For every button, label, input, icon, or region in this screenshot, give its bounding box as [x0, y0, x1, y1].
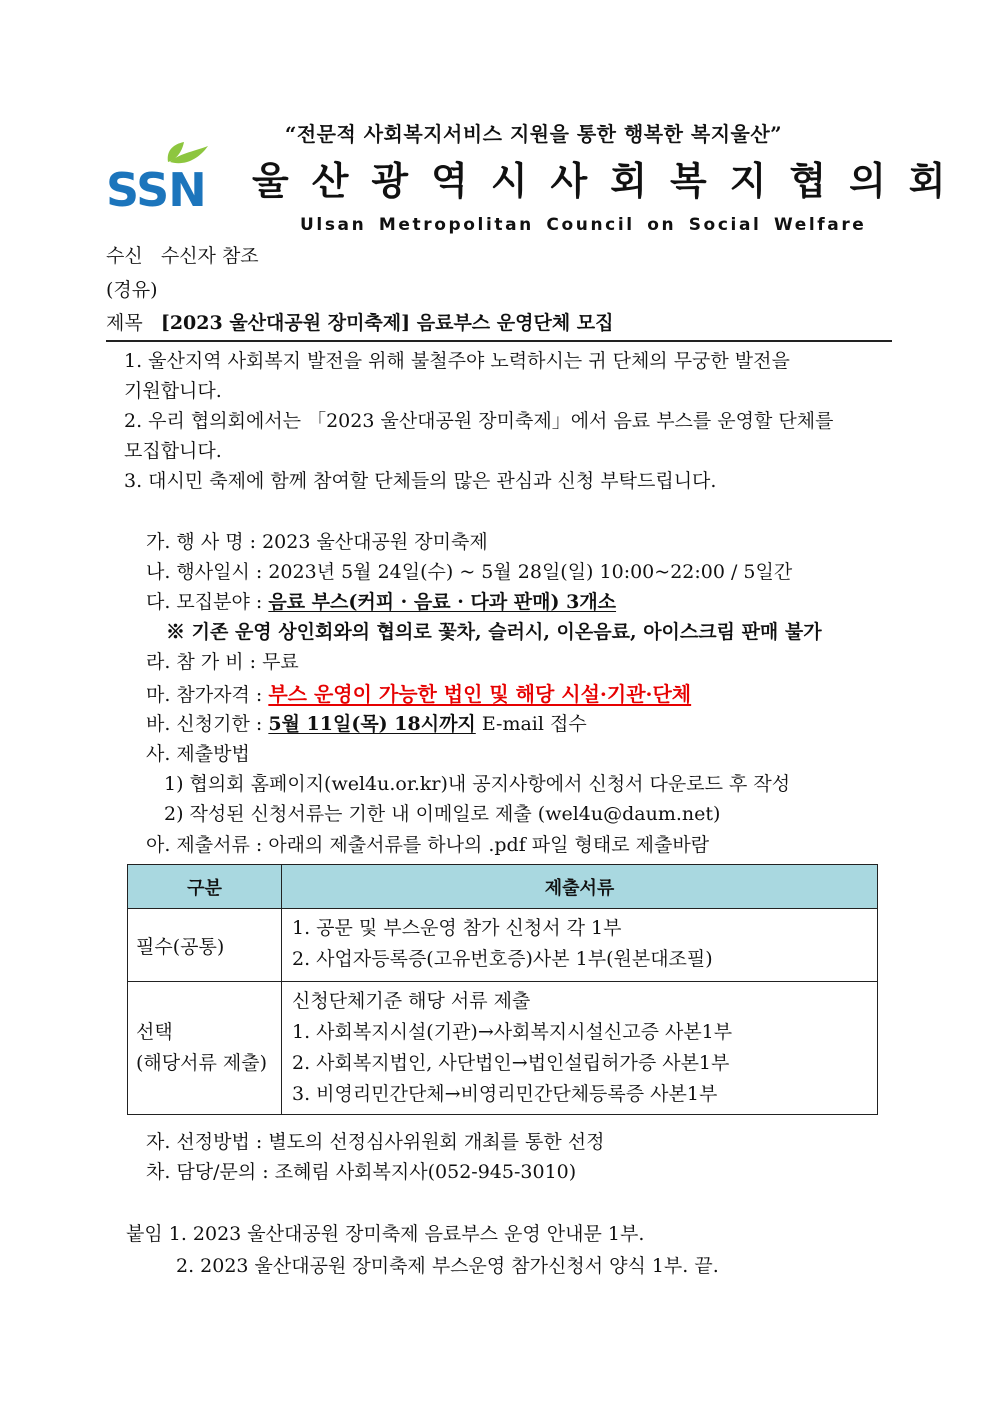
detail-recruit-field-label: 다. 모집분야 : [146, 591, 269, 613]
subject-divider [106, 340, 892, 342]
subject-row [106, 308, 614, 335]
table-cell-category [128, 982, 282, 1115]
list-item: 신청단체기준 해당 서류 제출 [292, 990, 531, 1012]
detail-deadline-label: 바. 신청기한 : [146, 713, 269, 735]
paragraph-3: 3. 대시민 축제에 함께 참여할 단체들의 많은 관심과 신청 부탁드립니다. [124, 470, 717, 492]
ssn-logo-icon [106, 140, 216, 212]
table-header-row [128, 865, 878, 909]
recipient-label: 수신 [106, 245, 143, 267]
table-row [128, 909, 878, 982]
detail-fee [146, 647, 299, 674]
detail-deadline-suffix: E-mail 접수 [475, 713, 587, 735]
paragraph-2-line-1: 2. 우리 협의회에서는 「2023 울산대공원 장미축제」에서 음료 부스를 운영할 단체를 [124, 410, 834, 432]
ssn-logo [106, 140, 216, 212]
list-item: 3. 비영리민간단체→비영리민간단체등록증 사본1부 [292, 1083, 718, 1105]
list-item: 2. 사업자등록증(고유번호증)사본 1부(원본대조필) [292, 948, 713, 970]
logo-text: SSN [106, 163, 206, 212]
detail-contact: 차. 담당/문의 : 조혜림 사회복지사(052-945-3010) [146, 1161, 577, 1183]
detail-eligibility-label: 마. 참가자격 : [146, 684, 269, 706]
table-header-documents: 제출서류 [282, 865, 878, 909]
via-label: (경유) [106, 279, 158, 301]
detail-eligibility [146, 678, 691, 707]
detail-eligibility-value: 부스 운영이 가능한 법인 및 해당 시설·기관·단체 [268, 682, 692, 706]
paragraph-1-line-2: 기원합니다. [124, 380, 222, 402]
table-cell-category: 필수(공통) [128, 909, 282, 982]
detail-event-date-value: 2023년 5월 24일(수) ~ 5월 28일(일) 10:00~22:00 / 5일간 [268, 561, 793, 583]
paragraph-2-line-2: 모집합니다. [124, 440, 222, 462]
table-header-category: 구분 [128, 865, 282, 909]
detail-deadline-value: 5월 11일(목) 18시까지 [268, 713, 476, 735]
slogan: “전문적 사회복지서비스 지원을 통한 행복한 복지울산” [284, 122, 783, 146]
detail-selection-method: 자. 선정방법 : 별도의 선정심사위원회 개최를 통한 선정 [146, 1131, 605, 1153]
detail-recruit-field [146, 587, 616, 614]
org-name-korean: 울산광역시사회복지협의회 [252, 158, 969, 203]
detail-event-name-value: 2023 울산대공원 장미축제 [262, 531, 488, 553]
detail-recruit-field-value: 음료 부스(커피 · 음료 · 다과 판매) 3개소 [268, 591, 617, 613]
detail-fee-label: 라. 참 가 비 : [146, 651, 263, 673]
detail-fee-value: 무료 [262, 651, 299, 673]
detail-event-name [146, 527, 488, 554]
list-item: 1. 사회복지시설(기관)→사회복지시설신고증 사본1부 [292, 1021, 733, 1043]
recipient-value: 수신자 참조 [160, 245, 259, 267]
detail-submission-method: 사. 제출방법 [146, 743, 250, 765]
table-row [128, 982, 878, 1115]
detail-event-date-label: 나. 행사일시 : [146, 561, 269, 583]
category-line-1: 선택 [136, 1021, 173, 1043]
detail-recruit-note: ※ 기존 운영 상인회와의 협의로 꽃차, 슬러시, 이온음료, 아이스크림 판매 불가 [166, 621, 822, 643]
org-name-english: Ulsan Metropolitan Council on Social Welfare [300, 215, 867, 235]
subject-label: 제목 [106, 312, 143, 334]
list-item: 1. 공문 및 부스운영 참가 신청서 각 1부 [292, 917, 622, 939]
documents-table [127, 864, 878, 1115]
paragraph-1-line-1: 1. 울산지역 사회복지 발전을 위해 불철주야 노력하시는 귀 단체의 무궁한 발전을 [124, 350, 790, 372]
attachment-1: 붙임 1. 2023 울산대공원 장미축제 음료부스 운영 안내문 1부. [126, 1223, 645, 1245]
detail-submission-step-1: 1) 협의회 홈페이지(wel4u.or.kr)내 공지사항에서 신청서 다운로드 후 작성 [164, 773, 791, 795]
table-cell-items [282, 982, 878, 1115]
recipient-row [106, 241, 259, 268]
detail-event-date [146, 557, 792, 584]
detail-event-name-label: 가. 행 사 명 : [146, 531, 263, 553]
list-item: 2. 사회복지법인, 사단법인→법인설립허가증 사본1부 [292, 1052, 730, 1074]
detail-deadline [146, 709, 587, 736]
subject-text: [2023 울산대공원 장미축제] 음료부스 운영단체 모집 [160, 312, 614, 334]
category-line-2: (해당서류 제출) [136, 1052, 267, 1074]
detail-documents: 아. 제출서류 : 아래의 제출서류를 하나의 .pdf 파일 형태로 제출바람 [146, 834, 710, 856]
table-cell-items [282, 909, 878, 982]
attachment-2: 2. 2023 울산대공원 장미축제 부스운영 참가신청서 양식 1부. 끝. [176, 1255, 719, 1277]
detail-submission-step-2: 2) 작성된 신청서류는 기한 내 이메일로 제출 (wel4u@daum.net) [164, 803, 721, 825]
